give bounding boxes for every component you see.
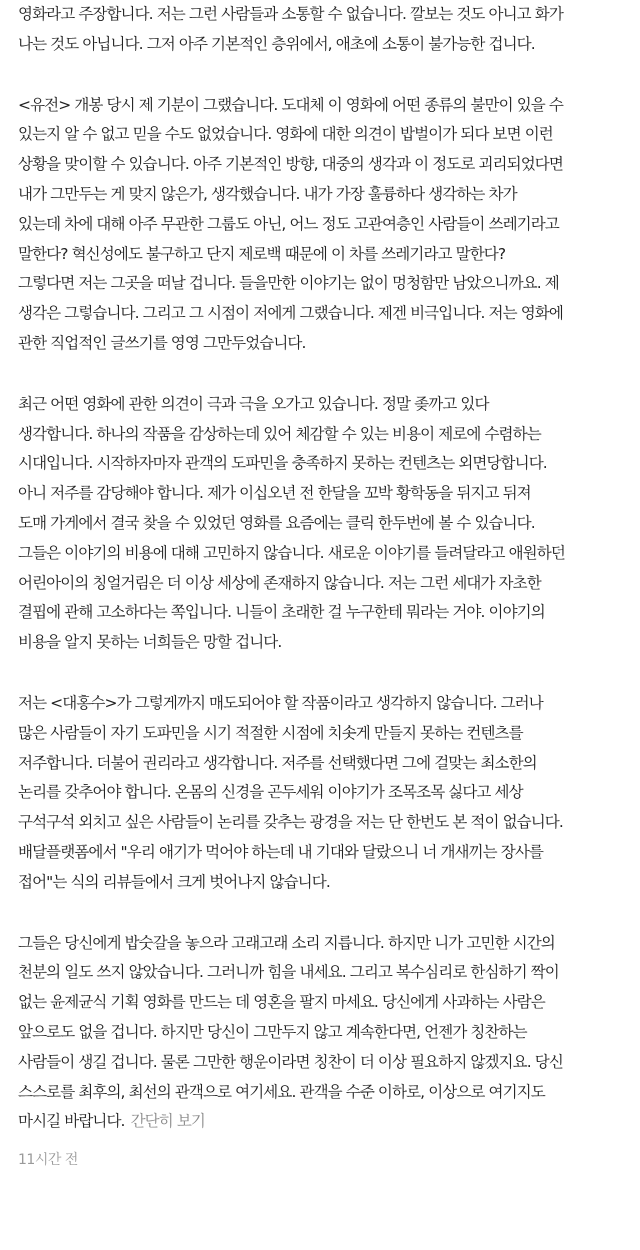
text-line: 그렇다면 저는 그곳을 떠날 겁니다. 들을만한 이야기는 없이 멍청함만 남았으니까요. 제 bbox=[18, 274, 559, 293]
text-line: 비용을 알지 못하는 너희들은 망할 겁니다. bbox=[18, 633, 282, 652]
text-line: 많은 사람들이 자기 도파민을 시기 적절한 시점에 치솟게 만들지 못하는 컨텐츠를 bbox=[18, 723, 523, 742]
collapse-link[interactable]: 간단히 보기 bbox=[130, 1112, 205, 1131]
text-line: 그들은 당신에게 밥숫갈을 놓으라 고래고래 소리 지릅니다. 하지만 니가 고민한 시간의 bbox=[18, 933, 555, 952]
text-line: 접어"는 식의 리뷰들에서 크게 벗어나지 않습니다. bbox=[18, 872, 330, 891]
text-line: 나는 것도 아닙니다. 그저 아주 기본적인 층위에서, 애초에 소통이 불가능한 겁니다. bbox=[18, 34, 535, 53]
text-line: 논리를 갖추어야 합니다. 온몸의 신경을 곤두세워 이야기가 조목조목 싫다고 세상 bbox=[18, 783, 523, 802]
text-line: 배달플랫폼에서 "우리 애기가 먹어야 하는데 내 기대와 달랐으니 너 개새끼는 장사를 bbox=[18, 842, 543, 861]
paragraph-5 bbox=[18, 929, 626, 1138]
text-line: 스스로를 최후의, 최선의 관객으로 여기세요. 관객을 수준 이하로, 이상으로 여기지도 bbox=[18, 1082, 545, 1101]
paragraph-gap bbox=[18, 898, 626, 929]
text-line: 있는지 알 수 없고 믿을 수도 없었습니다. 영화에 대한 의견이 밥벌이가 되다 보면 이런 bbox=[18, 125, 553, 144]
text-line bbox=[18, 1107, 626, 1137]
text-line: 시대입니다. 시작하자마자 관객의 도파민을 충족하지 못하는 컨텐츠는 외면당합니다. bbox=[18, 454, 547, 473]
text-line: 앞으로도 없을 겁니다. 하지만 당신이 그만두지 않고 계속한다면, 언젠가 칭찬하는 bbox=[18, 1022, 527, 1041]
text-line: 어린아이의 칭얼거림은 더 이상 세상에 존재하지 않습니다. 저는 그런 세대가 자초한 bbox=[18, 573, 541, 592]
paragraph-2 bbox=[18, 91, 626, 359]
text-line: 저는 <대홍수>가 그렇게까지 매도되어야 할 작품이라고 생각하지 않습니다. 그러나 bbox=[18, 693, 543, 712]
paragraph-gap bbox=[18, 658, 626, 689]
text-line: 있는데 차에 대해 아주 무관한 그룹도 아닌, 어느 정도 고관여층인 사람들이 쓰레기라고 bbox=[18, 214, 559, 233]
text-line: 아니 저주를 감당해야 합니다. 제가 이십오년 전 한달을 꼬박 황학동을 뒤지고 뒤져 bbox=[18, 484, 531, 503]
text-line: 구석구석 외치고 싶은 사람들이 논리를 갖추는 광경을 저는 단 한번도 본 적이 없습니다. bbox=[18, 813, 563, 832]
paragraph-1 bbox=[18, 0, 626, 60]
text-line: 결핍에 관해 고소하다는 쪽입니다. 니들이 초래한 걸 누구한테 뭐라는 거야. 이야기의 bbox=[18, 603, 545, 622]
text-line: 영화라고 주장합니다. 저는 그런 사람들과 소통할 수 없습니다. 깔보는 것도 아니고 화가 bbox=[18, 5, 563, 23]
text-line: 없는 윤제균식 기획 영화를 만드는 데 영혼을 팔지 마세요. 당신에게 사과하는 사람은 bbox=[18, 993, 545, 1012]
text-line: 저주합니다. 더불어 권리라고 생각합니다. 저주를 선택했다면 그에 걸맞는 최소한의 bbox=[18, 753, 537, 772]
text-line: 그들은 이야기의 비용에 대해 고민하지 않습니다. 새로운 이야기를 들려달라고 애원하던 bbox=[18, 543, 565, 562]
text-line: 천분의 일도 쓰지 않았습니다. 그러니까 힘을 내세요. 그리고 복수심리로 한심하기 짝이 bbox=[18, 963, 559, 982]
text-line: 생각은 그렇습니다. 그리고 그 시점이 저에게 그랬습니다. 제겐 비극입니다. 저는 영화에 bbox=[18, 304, 563, 323]
timestamp: 11시간 전 bbox=[18, 1152, 78, 1169]
text-line: 내가 그만두는 게 맞지 않은가, 생각했습니다. 내가 가장 훌륭하다 생각하는 차가 bbox=[18, 184, 517, 203]
text-line: <유전> 개봉 당시 제 기분이 그랬습니다. 도대체 이 영화에 어떤 종류의 불만이 있을 수 bbox=[18, 95, 563, 114]
text-line: 생각합니다. 하나의 작품을 감상하는데 있어 체감할 수 있는 비용이 제로에 수렴하는 bbox=[18, 424, 541, 443]
text-line: 최근 어떤 영화에 관한 의견이 극과 극을 오가고 있습니다. 정말 좆까고 있다 bbox=[18, 394, 489, 413]
text-line: 사람들이 생길 겁니다. 물론 그만한 행운이라면 칭찬이 더 이상 필요하지 않겠지요. 당신 bbox=[18, 1052, 563, 1071]
text-line: 도매 가게에서 결국 찾을 수 있었던 영화를 요즘에는 클릭 한두번에 볼 수 있습니다. bbox=[18, 513, 535, 532]
paragraph-gap bbox=[18, 359, 626, 390]
text-line-content: 마시길 바랍니다. bbox=[18, 1112, 125, 1131]
text-line: 말한다? 혁신성에도 불구하고 단지 제로백 때문에 이 차를 쓰레기라고 말한다? bbox=[18, 244, 506, 263]
text-line: 관한 직업적인 글쓰기를 영영 그만두었습니다. bbox=[18, 333, 306, 352]
paragraph-gap bbox=[18, 60, 626, 91]
paragraph-4 bbox=[18, 689, 626, 898]
paragraph-3 bbox=[18, 390, 626, 658]
text-line: 상황을 맞이할 수 있습니다. 아주 기본적인 방향, 대중의 생각과 이 정도로 괴리되었다면 bbox=[18, 155, 563, 174]
